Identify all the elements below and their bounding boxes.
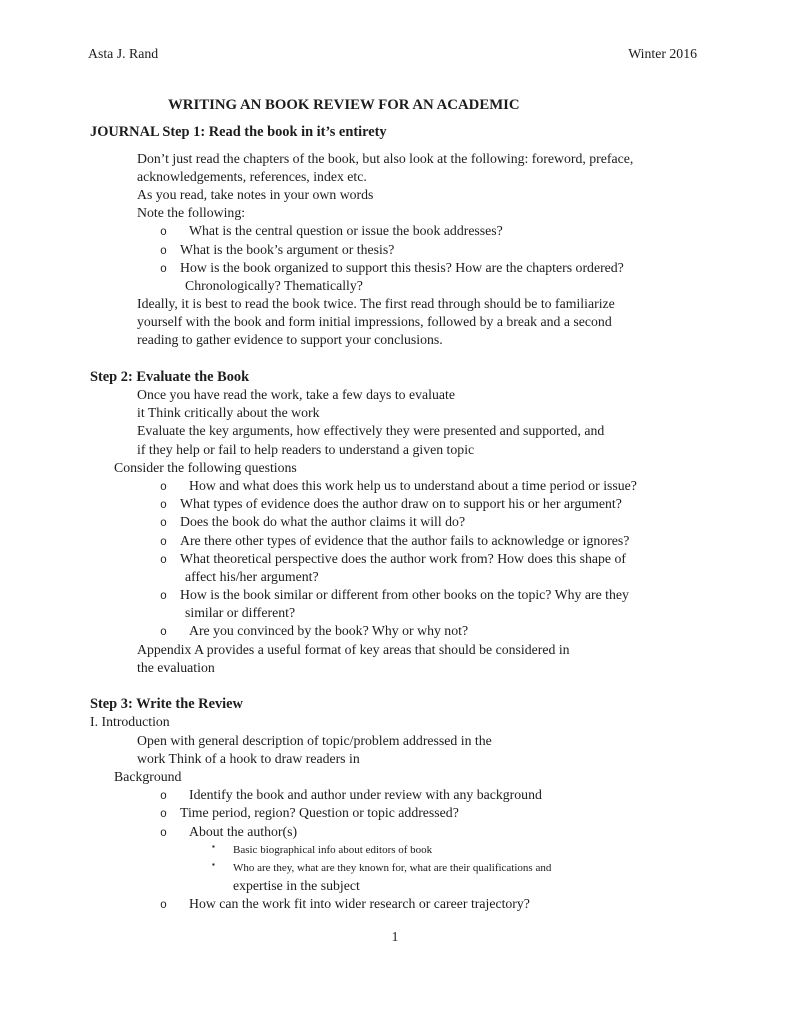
circle-bullet-icon: o xyxy=(160,826,167,840)
bullet-item xyxy=(88,804,697,822)
bullet-item xyxy=(88,532,697,550)
bullet-item xyxy=(88,513,697,531)
bullet-item xyxy=(88,622,697,640)
text-line xyxy=(88,586,697,604)
bullet-text: How can the work fit into wider research or career trajectory? xyxy=(189,896,530,912)
text-line: Don’t just read the chapters of the book, but also look at the following: foreword, preface, xyxy=(137,150,634,166)
circle-bullet-icon: o xyxy=(160,226,167,240)
bullet-text: What is the central question or issue the book addresses? xyxy=(189,223,503,239)
text-line: Background xyxy=(114,768,182,784)
text-line xyxy=(88,823,697,841)
blank-line xyxy=(88,350,697,368)
text-line xyxy=(88,550,697,568)
bullet-item xyxy=(88,259,697,295)
bullet-text: How is the book organized to support this thesis? How are the chapters ordered? xyxy=(180,259,624,275)
paragraph xyxy=(88,459,697,477)
text-line: Appendix A provides a useful format of key areas that should be considered in xyxy=(137,641,570,657)
page-number: 1 xyxy=(391,929,399,944)
circle-bullet-icon: o xyxy=(160,535,167,549)
text-line: Chronologically? Thematically? xyxy=(185,277,363,293)
bullet-item xyxy=(88,895,697,913)
text-line xyxy=(88,532,697,550)
paragraph xyxy=(88,186,697,204)
bullet-text: About the author(s) xyxy=(189,823,298,839)
bullet-item xyxy=(88,477,697,495)
paragraph xyxy=(88,150,697,186)
circle-bullet-icon: o xyxy=(160,499,167,513)
paragraph xyxy=(88,204,697,222)
text-line: if they help or fail to help readers to understand a given topic xyxy=(137,441,475,457)
bullet-text: What theoretical perspective does the author work from? How does this shape of xyxy=(180,550,626,566)
circle-bullet-icon: o xyxy=(160,808,167,822)
paragraph xyxy=(88,713,697,731)
paragraph xyxy=(88,732,697,768)
text-line: Open with general description of topic/problem addressed in the xyxy=(137,732,492,748)
text-line xyxy=(88,513,697,531)
bullet-text: How and what does this work help us to understand about a time period or issue? xyxy=(189,477,637,493)
bullet-item xyxy=(88,241,697,259)
bullet-text: Identify the book and author under review with any background xyxy=(189,787,542,803)
text-line xyxy=(88,895,697,913)
bullet-text: Time period, region? Question or topic addressed? xyxy=(180,805,459,821)
text-line: expertise in the subject xyxy=(233,878,360,894)
circle-bullet-icon: o xyxy=(160,590,167,604)
header-date: Winter 2016 xyxy=(628,46,697,61)
bullet-text: What types of evidence does the author draw on to support his or her argument? xyxy=(180,496,622,512)
page-header xyxy=(88,45,697,63)
text-line xyxy=(88,259,697,277)
text-line: Consider the following questions xyxy=(114,459,297,475)
bullet-text: Are you convinced by the book? Why or why not? xyxy=(189,623,469,639)
circle-bullet-icon: o xyxy=(160,899,167,913)
bullet-item xyxy=(88,222,697,240)
text-line: I. Introduction xyxy=(90,714,170,730)
text-line: similar or different? xyxy=(185,605,296,621)
text-line: Note the following: xyxy=(137,205,246,221)
text-line xyxy=(88,804,697,822)
circle-bullet-icon: o xyxy=(160,480,167,494)
text-line: Once you have read the work, take a few days to evaluate xyxy=(137,387,455,402)
text-line: it Think critically about the work xyxy=(137,405,320,421)
bullet-text: Who are they, what are they known for, what are their qualifications and xyxy=(233,861,552,874)
section-heading xyxy=(88,695,697,713)
text-line xyxy=(88,786,697,804)
bullet-item xyxy=(88,550,697,586)
text-line: work Think of a hook to draw readers in xyxy=(137,750,360,766)
section-heading-step1: JOURNAL Step 1: Read the book in it’s entirety xyxy=(90,124,387,141)
bullet-item xyxy=(88,495,697,513)
header-author: Asta J. Rand xyxy=(88,46,159,61)
text-line xyxy=(88,222,697,240)
document-body xyxy=(88,150,697,914)
text-line: Step 2: Evaluate the Book xyxy=(90,368,250,385)
square-bullet-icon: ▪ xyxy=(212,841,215,851)
bullet-text: Are there other types of evidence that the author fails to acknowledge or ignores? xyxy=(180,532,630,548)
text-line: Evaluate the key arguments, how effectively they were presented and supported, and xyxy=(137,423,605,439)
text-line: yourself with the book and form initial impressions, followed by a break and a second xyxy=(137,314,612,330)
document-title: WRITING AN BOOK REVIEW FOR AN ACADEMIC xyxy=(168,97,520,114)
paragraph xyxy=(88,295,697,350)
text-line: Step 3: Write the Review xyxy=(90,696,243,713)
text-line: acknowledgements, references, index etc. xyxy=(137,168,367,184)
circle-bullet-icon: o xyxy=(160,262,167,276)
square-bullet-icon: ▪ xyxy=(212,859,215,869)
section-heading xyxy=(88,368,697,386)
circle-bullet-icon: o xyxy=(160,790,167,804)
text-line xyxy=(88,859,697,877)
sub-bullet-item xyxy=(88,841,697,859)
bullet-item xyxy=(88,586,697,622)
text-line xyxy=(88,241,697,259)
text-line: reading to gather evidence to support your conclusions. xyxy=(137,332,443,348)
text-line: Ideally, it is best to read the book twice. The first read through should be to familiarize xyxy=(137,296,615,312)
circle-bullet-icon: o xyxy=(160,553,167,567)
circle-bullet-icon: o xyxy=(160,244,167,258)
blank-line xyxy=(88,677,697,695)
paragraph xyxy=(88,641,697,677)
text-line: affect his/her argument? xyxy=(185,568,319,584)
paragraph xyxy=(88,768,697,786)
bullet-text: How is the book similar or different from other books on the topic? Why are they xyxy=(180,587,629,603)
bullet-text: What is the book’s argument or thesis? xyxy=(180,241,395,257)
bullet-text: Does the book do what the author claims it will do? xyxy=(180,514,466,530)
text-line: the evaluation xyxy=(137,659,215,675)
text-line xyxy=(88,622,697,640)
text-line xyxy=(88,495,697,513)
text-line: As you read, take notes in your own words xyxy=(137,186,374,202)
paragraph xyxy=(88,386,697,422)
bullet-item xyxy=(88,786,697,804)
circle-bullet-icon: o xyxy=(160,626,167,640)
text-line xyxy=(88,477,697,495)
bullet-item xyxy=(88,823,697,841)
text-line xyxy=(88,841,697,859)
sub-bullet-item xyxy=(88,859,697,895)
bullet-text: Basic biographical info about editors of book xyxy=(233,843,433,856)
paragraph xyxy=(88,422,697,458)
circle-bullet-icon: o xyxy=(160,517,167,531)
